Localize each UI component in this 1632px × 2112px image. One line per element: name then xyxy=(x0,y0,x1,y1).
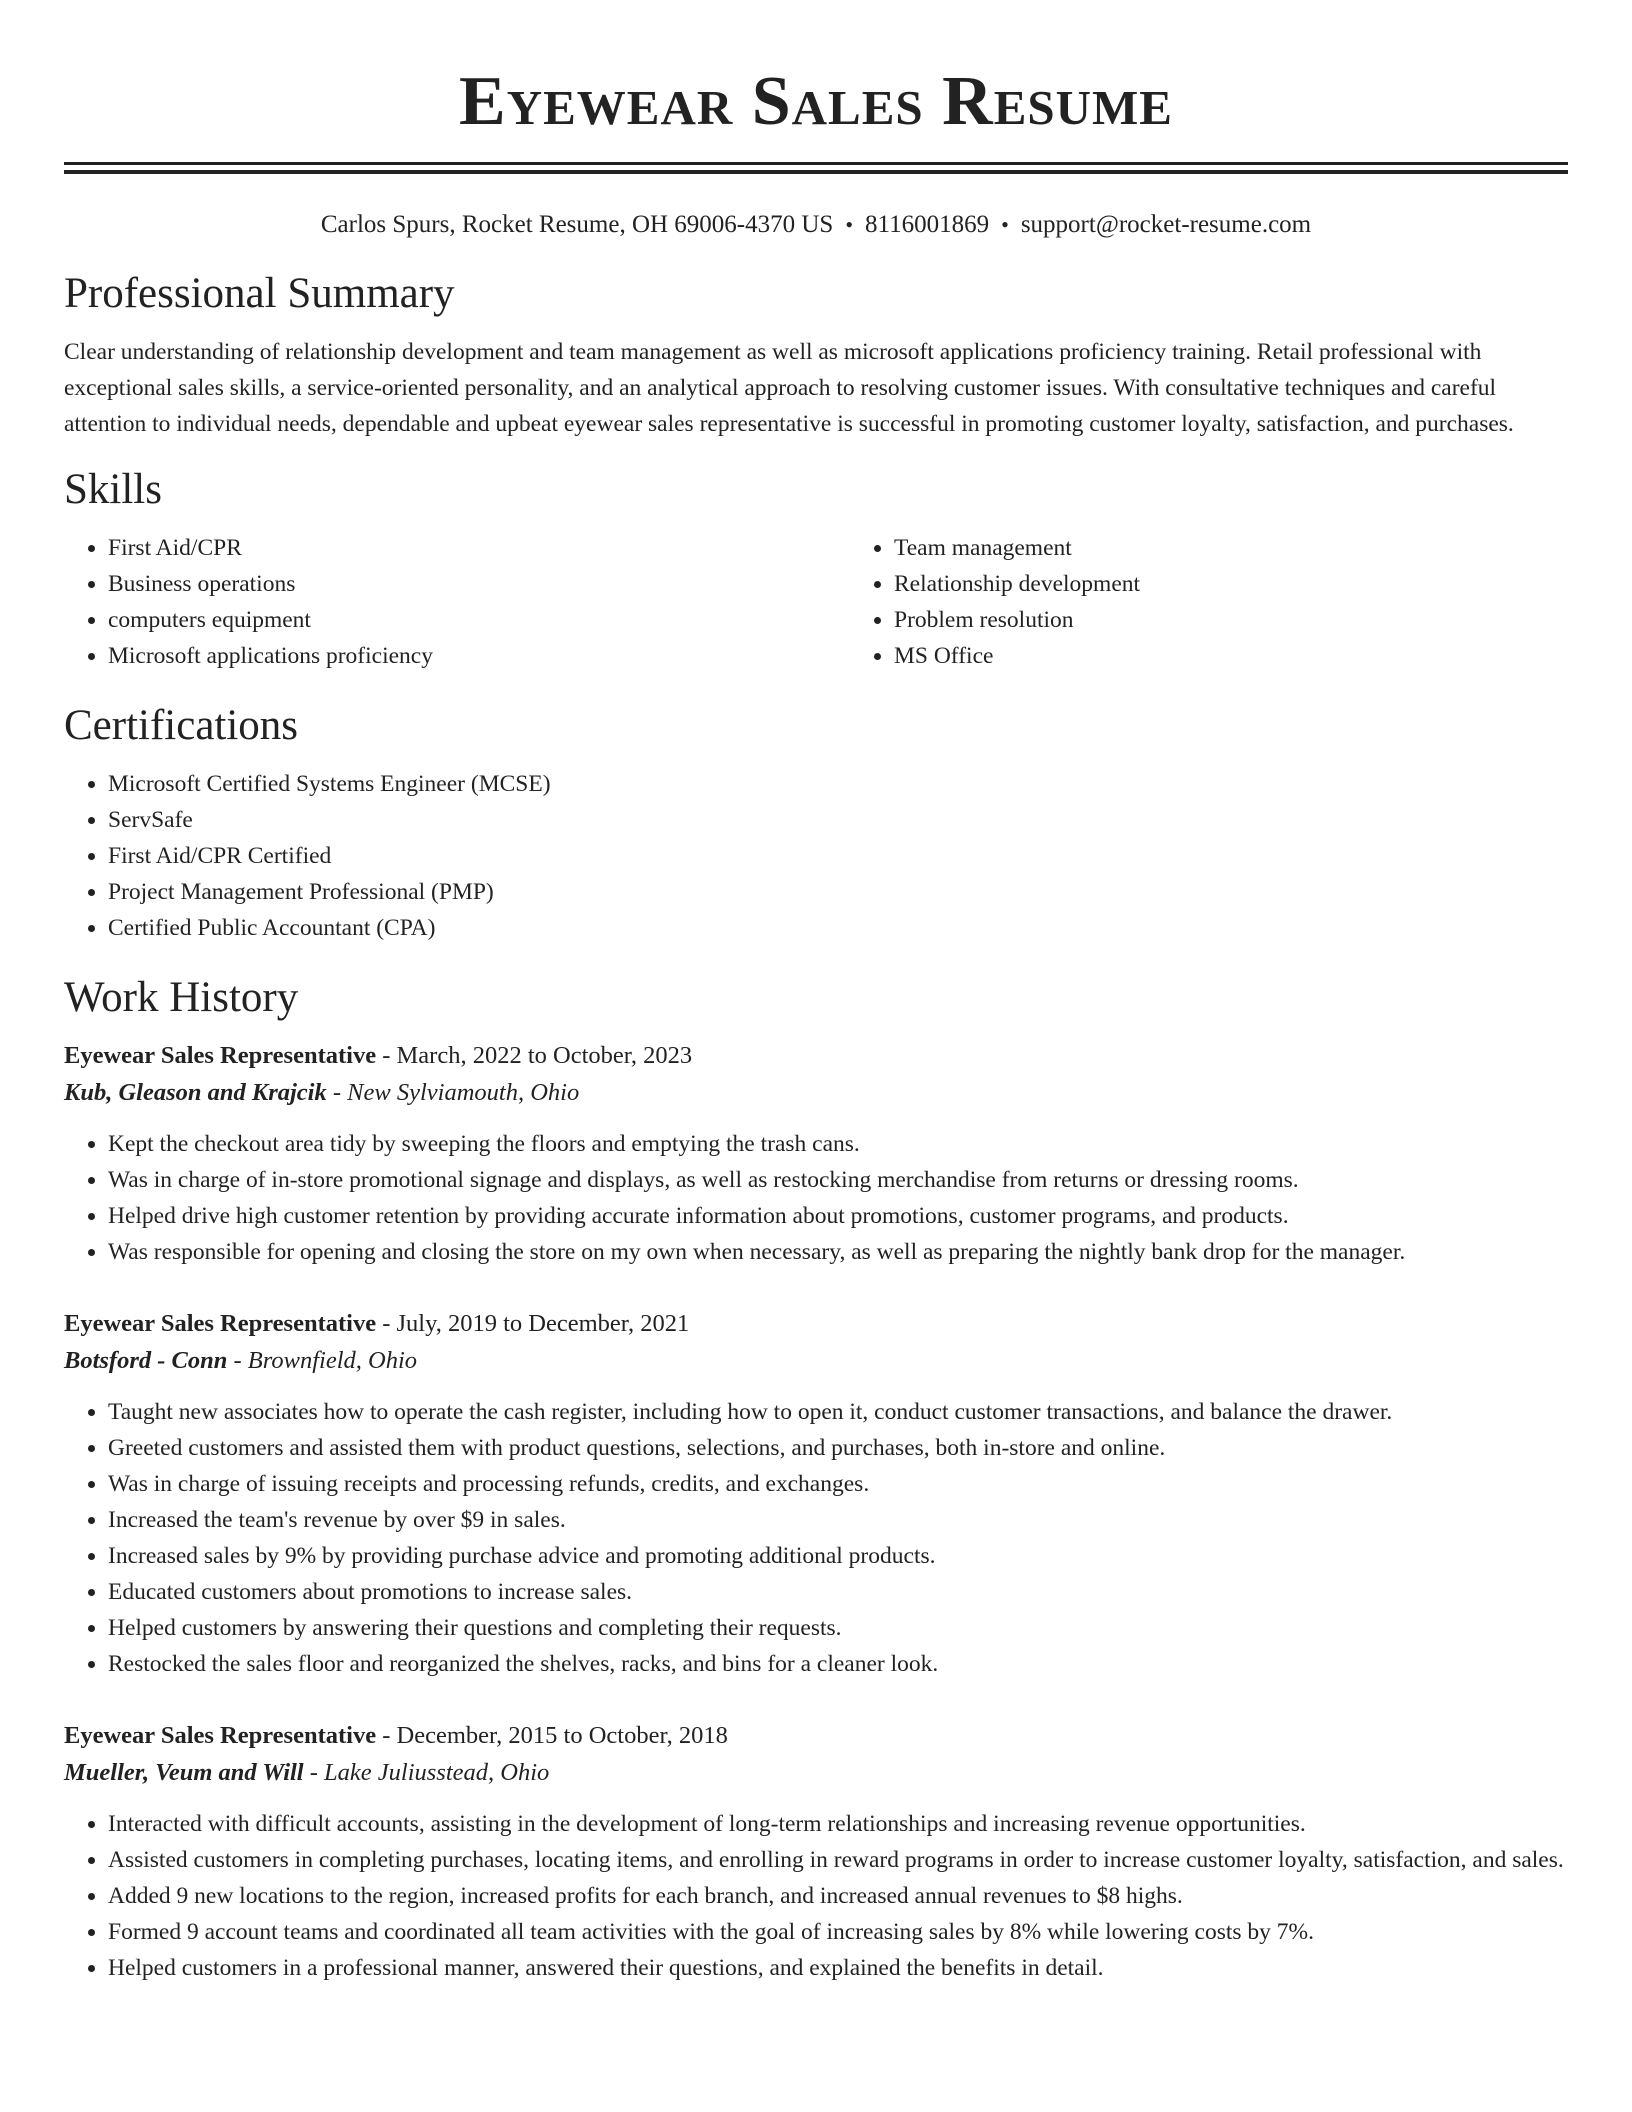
skills-list-right xyxy=(850,530,1632,674)
job-dates: - March, 2022 to October, 2023 xyxy=(382,1042,693,1069)
skill-item: • Problem resolution xyxy=(894,602,1632,638)
job-dates: - July, 2019 to December, 2021 xyxy=(382,1310,690,1337)
contact-address: Carlos Spurs, Rocket Resume, OH 69006-4370 US xyxy=(320,211,834,238)
job-bullet: • Formed 9 account teams and coordinated all team activities with the goal of increasing sales by 8% while lowering costs by 7%. xyxy=(108,1914,1568,1950)
title-double-rule xyxy=(64,162,1568,174)
job-title-line xyxy=(64,1306,1568,1342)
job-entry xyxy=(64,1306,1568,1682)
certifications-list xyxy=(64,766,1568,946)
certifications-section xyxy=(64,700,1568,946)
work-history-section xyxy=(64,972,1568,1986)
job-bullet: • Educated customers about promotions to increase sales. xyxy=(108,1574,1568,1610)
job-bullet: • Taught new associates how to operate the cash register, including how to open it, conduct customer transactions, and balance the drawer. xyxy=(108,1394,1568,1430)
job-title: Eyewear Sales Representative xyxy=(64,1042,377,1069)
job-bullet: • Greeted customers and assisted them with product questions, selections, and purchases, both in-store and online. xyxy=(108,1430,1568,1466)
job-bullet: • Was in charge of issuing receipts and processing refunds, credits, and exchanges. xyxy=(108,1466,1568,1502)
skill-item: • computers equipment xyxy=(108,602,850,638)
job-bullets xyxy=(64,1806,1568,1986)
job-bullet: • Increased sales by 9% by providing purchase advice and promoting additional products. xyxy=(108,1538,1568,1574)
job-bullet: • Restocked the sales floor and reorganized the shelves, racks, and bins for a cleaner look. xyxy=(108,1646,1568,1682)
job-entry xyxy=(64,1038,1568,1270)
contact-phone: 8116001869 xyxy=(865,211,990,238)
summary-text: Clear understanding of relationship development and team management as well as microsoft applications proficiency training. Retail professional with exceptional sales skills, a service-oriented personality, and an analytical approach to resolving customer issues. With consultative techniques and careful attention to individual needs, dependable and upbeat eyewear sales representative is successful in promoting customer loyalty, satisfaction, and purchases. xyxy=(64,339,1514,437)
company-location: - New Sylviamouth, Ohio xyxy=(332,1079,580,1106)
work-history-heading: Work History xyxy=(64,974,299,1021)
certification-item: • Microsoft Certified Systems Engineer (MCSE) xyxy=(108,766,1568,802)
company-name: Kub, Gleason and Krajcik xyxy=(64,1079,327,1106)
job-bullets xyxy=(64,1394,1568,1682)
skill-item: • Business operations xyxy=(108,566,850,602)
job-bullet: • Interacted with difficult accounts, assisting in the development of long-term relationships and increasing revenue opportunities. xyxy=(108,1806,1568,1842)
summary-section xyxy=(64,268,1568,442)
certification-item: • Certified Public Accountant (CPA) xyxy=(108,910,1568,946)
job-bullet: • Kept the checkout area tidy by sweeping the floors and emptying the trash cans. xyxy=(108,1126,1568,1162)
job-bullets xyxy=(64,1126,1568,1270)
job-bullet: • Increased the team's revenue by over $9 in sales. xyxy=(108,1502,1568,1538)
company-location: - Brownfield, Ohio xyxy=(233,1347,418,1374)
company-line xyxy=(64,1754,1568,1792)
skill-item: • Team management xyxy=(894,530,1632,566)
contact-email: support@rocket-resume.com xyxy=(1020,211,1312,238)
job-bullet: • Was responsible for opening and closing the store on my own when necessary, as well as preparing the nightly bank drop for the manager. xyxy=(108,1234,1568,1270)
skills-heading: Skills xyxy=(64,466,162,513)
job-bullet: • Helped customers by answering their questions and completing their requests. xyxy=(108,1610,1568,1646)
job-title: Eyewear Sales Representative xyxy=(64,1722,377,1749)
contact-separator: • xyxy=(845,212,854,237)
job-bullet: • Helped customers in a professional manner, answered their questions, and explained the benefits in detail. xyxy=(108,1950,1568,1986)
job-title-line xyxy=(64,1718,1568,1754)
company-line xyxy=(64,1074,1568,1112)
skills-grid xyxy=(64,530,1568,674)
job-dates: - December, 2015 to October, 2018 xyxy=(382,1722,728,1749)
job-bullet: • Was in charge of in-store promotional signage and displays, as well as restocking merchandise from returns or dressing rooms. xyxy=(108,1162,1568,1198)
company-name: Botsford - Conn xyxy=(64,1347,228,1374)
summary-heading: Professional Summary xyxy=(64,270,455,317)
certification-item: • First Aid/CPR Certified xyxy=(108,838,1568,874)
company-line xyxy=(64,1342,1568,1380)
contact-line xyxy=(64,210,1568,240)
certification-item: • ServSafe xyxy=(108,802,1568,838)
company-name: Mueller, Veum and Will xyxy=(64,1759,304,1786)
job-title-line xyxy=(64,1038,1568,1074)
company-location: - Lake Juliusstead, Ohio xyxy=(309,1759,550,1786)
job-bullet: • Helped drive high customer retention by providing accurate information about promotions, customer programs, and products. xyxy=(108,1198,1568,1234)
job-title: Eyewear Sales Representative xyxy=(64,1310,377,1337)
job-bullet: • Assisted customers in completing purchases, locating items, and enrolling in reward programs in order to increase customer loyalty, satisfaction, and sales. xyxy=(108,1842,1568,1878)
skill-item: • First Aid/CPR xyxy=(108,530,850,566)
skill-item: • Microsoft applications proficiency xyxy=(108,638,850,674)
skill-item: • MS Office xyxy=(894,638,1632,674)
job-entry xyxy=(64,1718,1568,1986)
skills-section xyxy=(64,464,1568,674)
skill-item: • Relationship development xyxy=(894,566,1632,602)
skills-list-left xyxy=(64,530,850,674)
job-bullet: • Added 9 new locations to the region, increased profits for each branch, and increased annual revenues to $8 highs. xyxy=(108,1878,1568,1914)
certifications-heading: Certifications xyxy=(64,702,299,749)
contact-separator: • xyxy=(1001,212,1009,237)
certification-item: • Project Management Professional (PMP) xyxy=(108,874,1568,910)
page-title: Eyewear Sales Resume xyxy=(459,63,1173,140)
